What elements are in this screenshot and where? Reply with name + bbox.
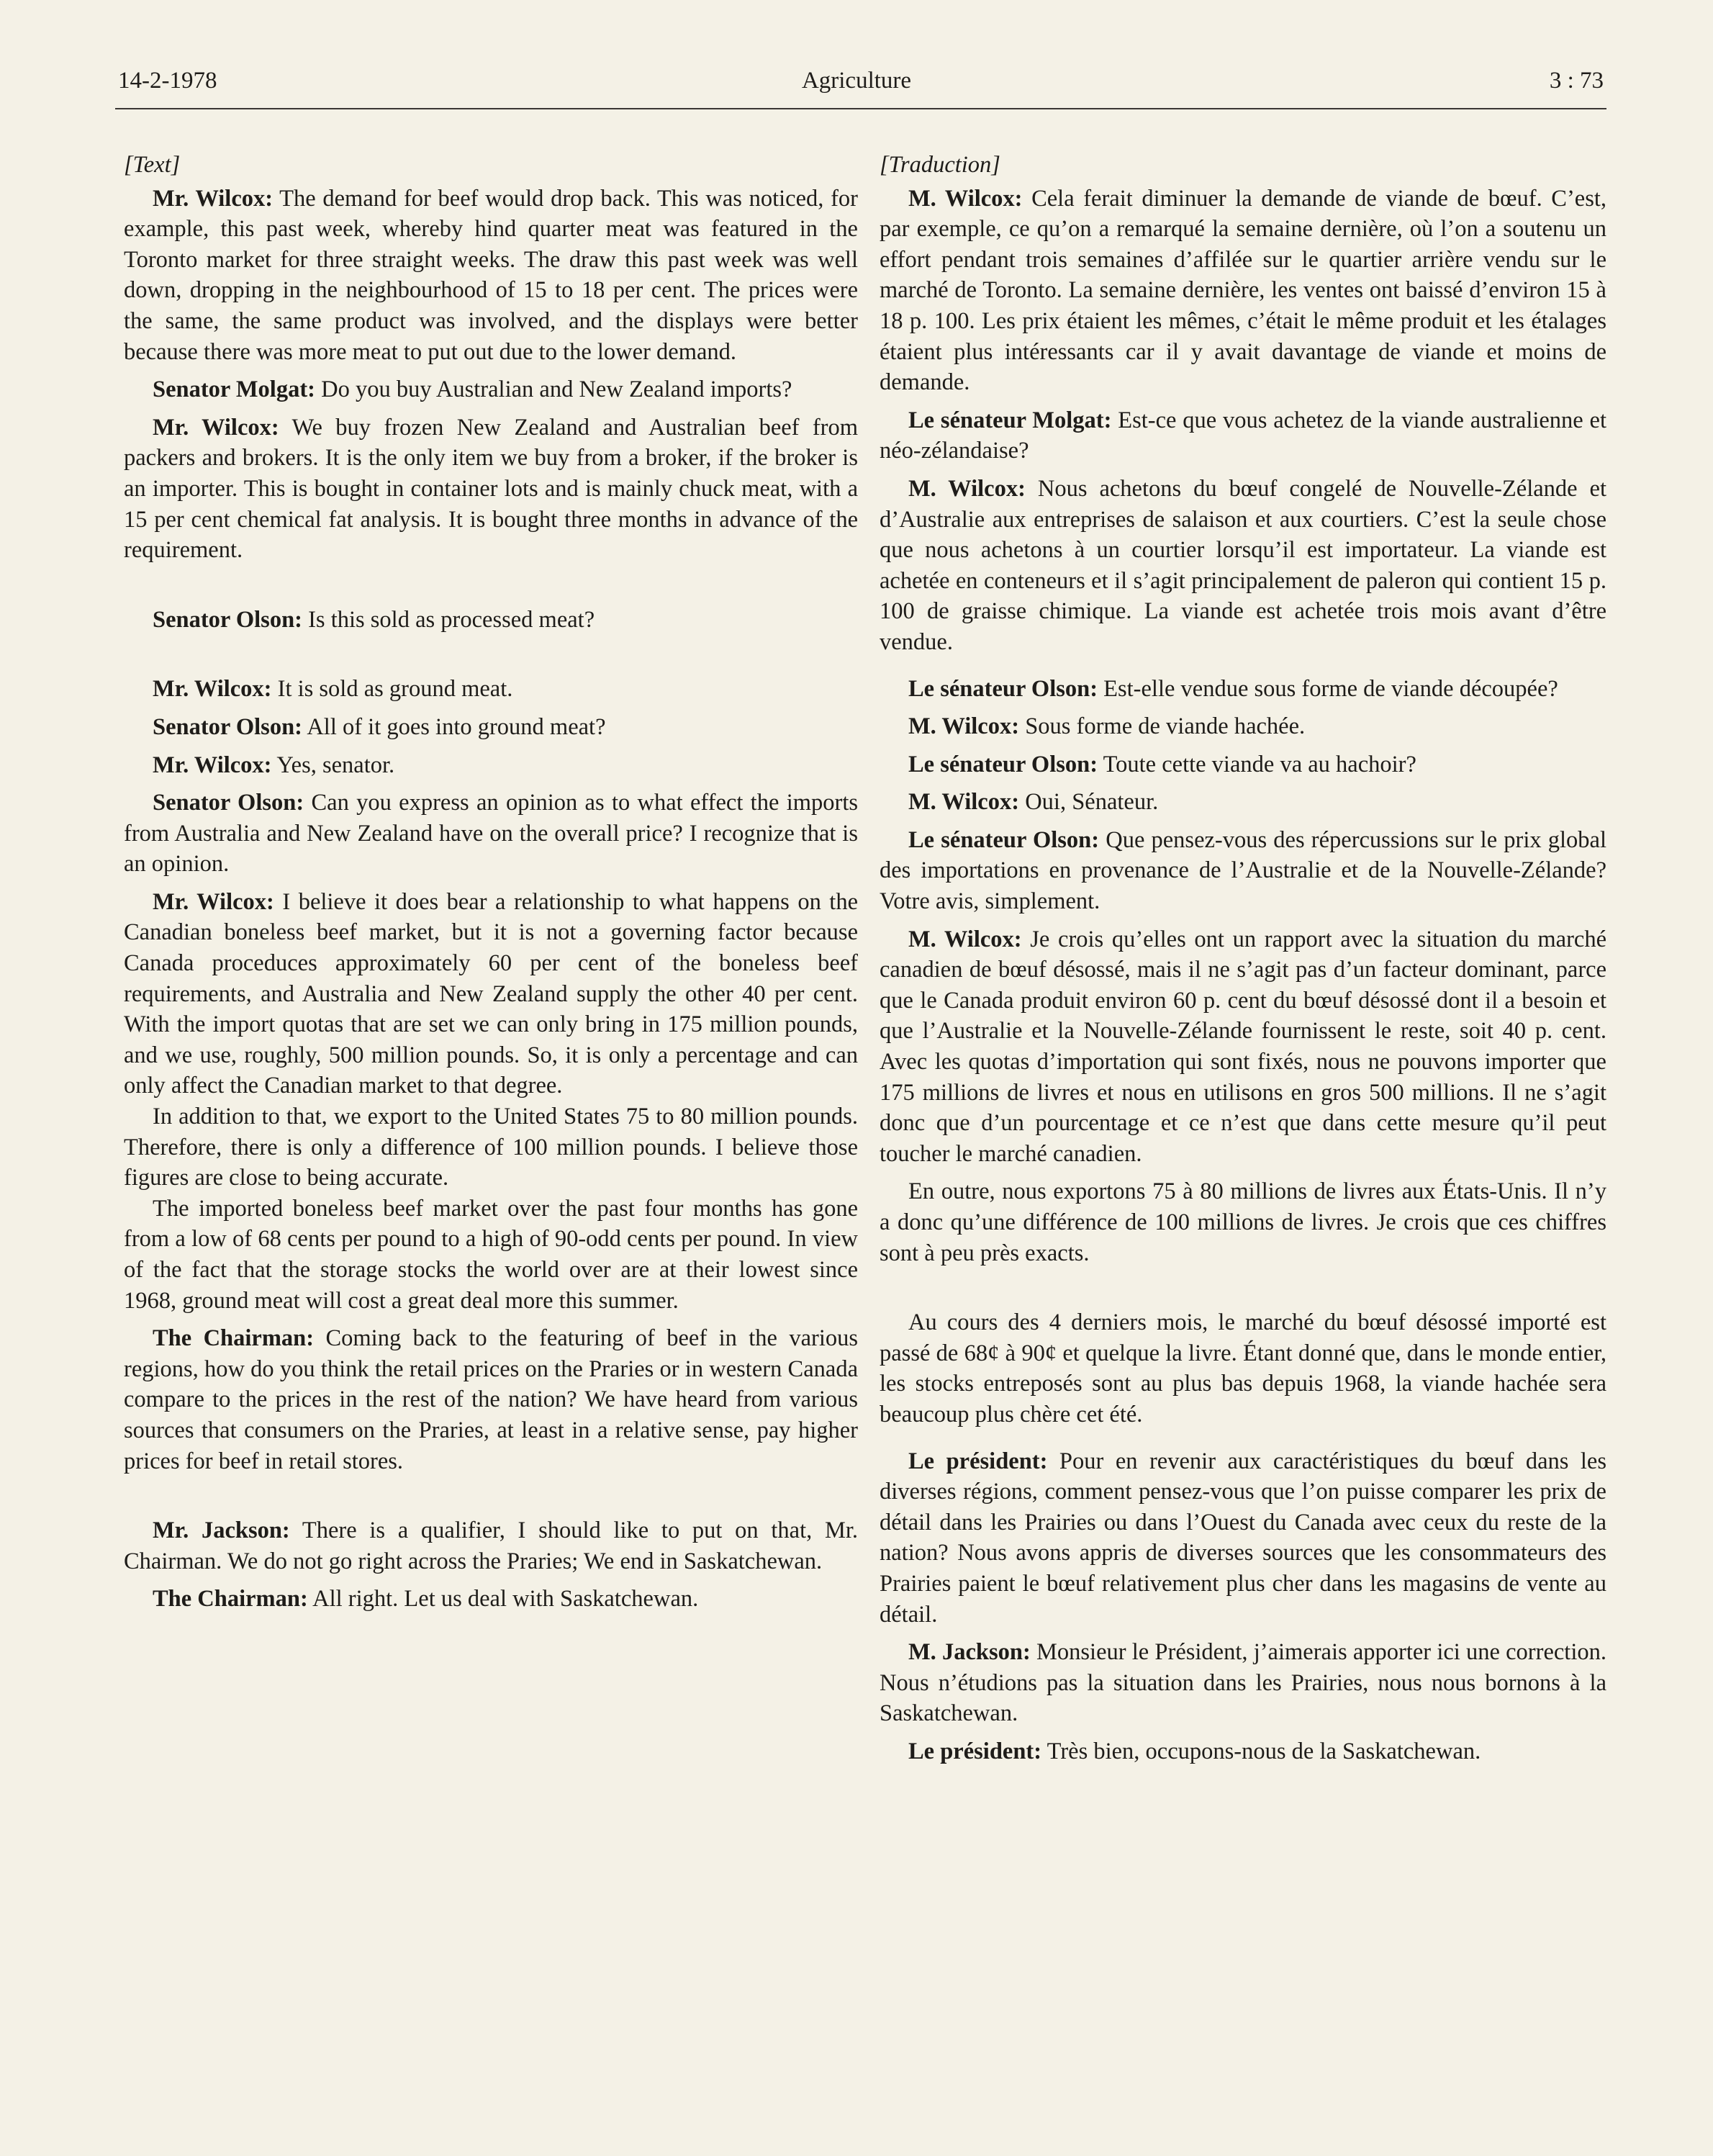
speaker: Mr. Wilcox: (153, 888, 274, 915)
speaker: Le sénateur Olson: (908, 826, 1100, 853)
speaker: Senator Olson: (153, 713, 302, 740)
paragraph: M. Wilcox: Cela ferait diminuer la demande de viande de bœuf. C’est, par exemple, ce qu’on a remarqué la semaine dernière, où l’on a soutenu un effort pendant trois semaines d’affilée sur le quartier arrière vendu sur le marché de Toronto. La semaine dernière, les ventes ont baissé d’environ 15 à 18 p. 100. Les prix étaient les mêmes, c’était le même produit et les étalages étaient plus intéressants car il y avait davantage de viande et moins de demande. (880, 185, 1606, 396)
speaker: Senator Olson: (153, 606, 302, 633)
running-title: Agriculture (801, 68, 912, 94)
paragraph: Le président: Très bien, occupons-nous de la Saskatchewan. (908, 1738, 1481, 1764)
speaker: M. Wilcox: (908, 789, 1020, 816)
paragraph: Mr. Jackson: There is a qualifier, I should like to put on that, Mr. Chairman. We do not go right across the Praries; We end in Saskatchewan. (124, 1517, 858, 1574)
paragraph: En outre, nous exportons 75 à 80 millions de livres aux États-Unis. Il n’y a donc qu’une différence de 100 millions de livres. Je crois que ces chiffres sont à peu près exacts. (880, 1178, 1606, 1266)
speaker: Le sénateur Molgat: (908, 407, 1112, 433)
paragraph: Au cours des 4 derniers mois, le marché du bœuf désossé importé est passé de 68¢ à 90¢ et quelque la livre. Étant donné que, dans le monde entier, les stocks entreposés sont au plus bas depuis 1968, la viande hachée sera beaucoup plus chère cet été. (880, 1309, 1606, 1427)
paragraph: M. Wilcox: Sous forme de viande hachée. (908, 713, 1306, 740)
paragraph: Mr. Wilcox: I believe it does bear a relationship to what happens on the Canadian boneless beef market, but it is not a governing factor because Canada proceduces approximately 60 per cent of the boneless beef requirements, and Australia and New Zealand supply the other 40 per cent. With the import quotas that are set we can only bring in 175 million pounds, and we use, roughly, 500 million pounds. So, it is only a percentage and can only affect the Canadian market to that degree. (124, 888, 859, 1099)
page-date: 14-2-1978 (118, 68, 217, 94)
paragraph: Le sénateur Olson: Est-elle vendue sous forme de viande découpée? (908, 675, 1558, 702)
speaker: Mr. Wilcox: (153, 752, 272, 778)
speaker: Mr. Wilcox: (153, 414, 279, 441)
speaker: The Chairman: (153, 1586, 308, 1613)
speaker: Le sénateur Olson: (908, 675, 1098, 702)
page-number: 3 : 73 (1549, 68, 1604, 94)
paragraph: In addition to that, we export to the United States 75 to 80 million pounds. Therefore, there is only a difference of 100 million pounds. I believe those figures are close to being accurate. (124, 1104, 858, 1191)
speaker: M. Jackson: (908, 1639, 1031, 1666)
paragraph: Mr. Wilcox: It is sold as ground meat. (153, 676, 513, 703)
speaker: M. Wilcox: (908, 475, 1026, 502)
paragraph: M. Wilcox: Je crois qu’elles ont un rapport avec la situation du marché canadien de bœuf désossé, mais il ne s’agit pas d’un facteur dominant, parce que le Canada produit environ 60 p. cent du bœuf désossé dont il a besoin et que l’Australie et la Nouvelle-Zélande fournissent le reste, soit 40 p. cent. Avec les quotas d’importation qui sont fixés, nous ne pouvons importer que 175 millions de livres et nous en utilisons en gros 500 millions. Il ne s’agit donc que d’un pourcentage et ce n’est que dans cette mesure qu’il peut toucher le marché canadien. (880, 926, 1607, 1167)
speaker: M. Wilcox: (908, 926, 1022, 952)
header-rule (115, 108, 1606, 109)
speaker: The Chairman: (153, 1325, 315, 1352)
speaker: Le président: (908, 1448, 1048, 1474)
speaker: Senator Molgat: (153, 376, 315, 403)
speaker: Le sénateur Olson: (908, 751, 1098, 777)
paragraph: Mr. Wilcox: The demand for beef would drop back. This was noticed, for example, this past week, whereby hind quarter meat was featured in the Toronto market for three straight weeks. The draw this past week was well down, dropping in the neighbourhood of 15 to 18 per cent. The prices were the same, the same product was involved, and the displays were better because there was more meat to put out due to the lower demand. (124, 185, 858, 365)
paragraph: Le sénateur Olson: Que pensez-vous des répercussions sur le prix global des importations en provenance de l’Australie et de la Nouvelle-Zélande? Votre avis, simplement. (880, 826, 1607, 915)
paragraph: Le sénateur Molgat: Est-ce que vous achetez de la viande australienne et néo-zélandaise? (880, 407, 1607, 464)
paragraph: Mr. Wilcox: Yes, senator. (153, 752, 395, 778)
speaker: Mr. Jackson: (153, 1517, 290, 1544)
paragraph: M. Jackson: Monsieur le Président, j’aimerais apporter ici une correction. Nous n’étudions pas la situation dans les Prairies, nous nous bornons à la Saskatchewan. (880, 1639, 1606, 1727)
french-column (880, 150, 1606, 1767)
speaker: Mr. Wilcox: (153, 185, 274, 212)
speaker: M. Wilcox: (908, 185, 1023, 212)
speaker: M. Wilcox: (908, 713, 1020, 740)
paragraph: Le président: Pour en revenir aux caractéristiques du bœuf dans les diverses régions, comment pensez-vous que l’on puisse comparer les prix de détail dans les Prairies ou dans l’Ouest du Canada avec ceux du reste de la nation? Nous avons appris de diverses sources que les consommateurs des Prairies paient le bœuf relativement plus cher dans les magasins de vente au détail. (880, 1448, 1606, 1628)
paragraph: M. Wilcox: Oui, Sénateur. (908, 789, 1159, 816)
paragraph: The imported boneless beef market over the past four months has gone from a low of 68 cents per pound to a high of 90-odd cents per pound. In view of the fact that the storage stocks the world over are at their lowest since 1968, ground meat will cost a great deal more this summer. (124, 1195, 858, 1314)
speaker: Mr. Wilcox: (153, 676, 272, 703)
paragraph: Senator Olson: All of it goes into ground meat? (153, 713, 606, 740)
paragraph: The Chairman: All right. Let us deal with Saskatchewan. (153, 1586, 699, 1613)
speaker: Le président: (908, 1738, 1042, 1764)
paragraph: Senator Olson: Is this sold as processed meat? (153, 606, 595, 633)
column-label: [Text] (124, 152, 181, 178)
paragraph: M. Wilcox: Nous achetons du bœuf congelé de Nouvelle-Zélande et d’Australie aux entreprises de salaison et aux courtiers. C’est la seule chose que nous achetons à un courtier lorsqu’il est importateur. La viande est achetée en conteneurs et il s’agit principalement de paleron qui contient 15 p. 100 de graisse chimique. La viande est achetée trois mois avant d’être vendue. (880, 475, 1607, 655)
column-label: [Traduction] (880, 152, 1000, 178)
speaker: Senator Olson: (153, 790, 304, 816)
paragraph: Senator Olson: Can you express an opinion as to what effect the imports from Australia and New Zealand have on the overall price? I recognize that is an opinion. (124, 790, 859, 878)
paragraph: Senator Molgat: Do you buy Australian and New Zealand imports? (153, 376, 792, 403)
paragraph: The Chairman: Coming back to the featuring of beef in the various regions, how do you think the retail prices on the Praries or in western Canada compare to the prices in the rest of the nation? We have heard from various sources that consumers on the Praries, at least in a relative sense, pay higher prices for beef in retail stores. (124, 1325, 859, 1474)
paragraph: Mr. Wilcox: We buy frozen New Zealand and Australian beef from packers and brokers. It is the only item we buy from a broker, if the broker is an importer. This is bought in container lots and is mainly chuck meat, with a 15 per cent chemical fat analysis. It is bought three months in advance of the requirement. (124, 414, 858, 564)
paragraph: Le sénateur Olson: Toute cette viande va au hachoir? (908, 751, 1416, 777)
english-column (124, 150, 858, 1615)
